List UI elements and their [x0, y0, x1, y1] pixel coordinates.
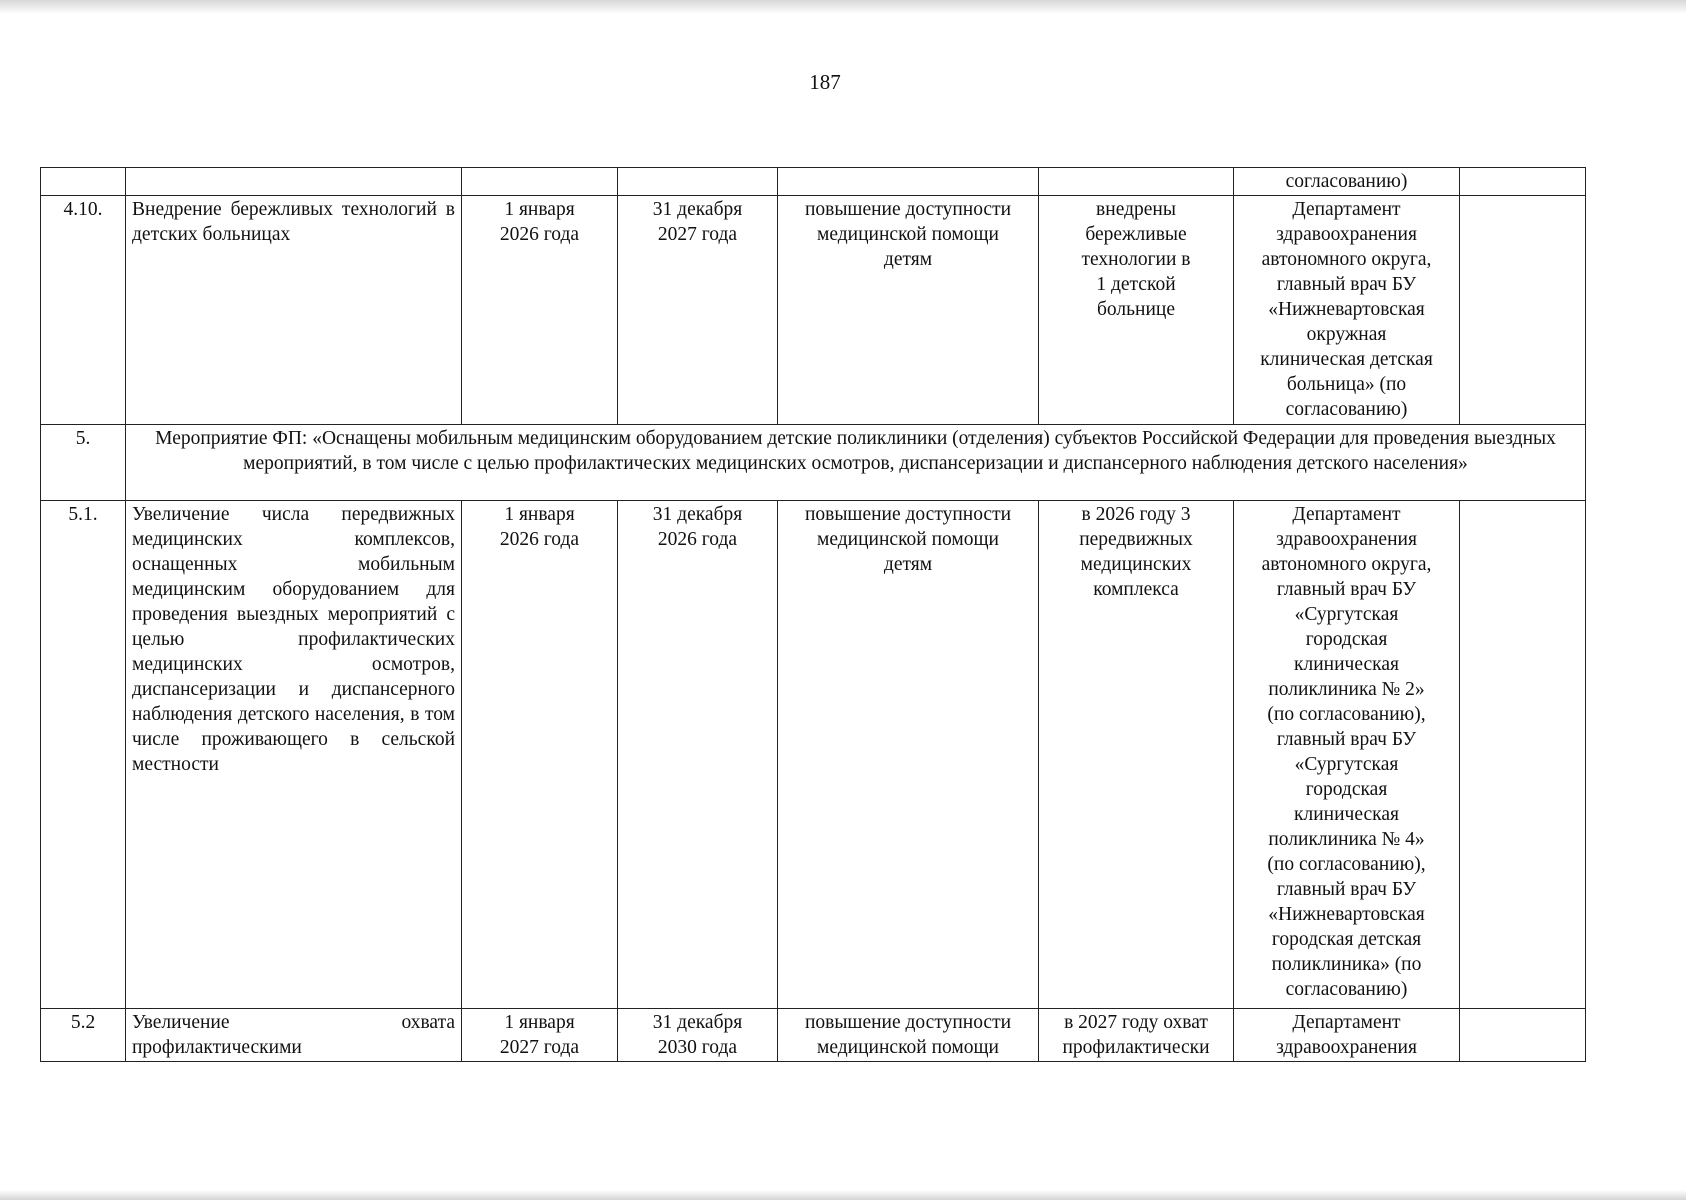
end-date-cell: 31 декабря 2027 года — [618, 196, 778, 425]
row-number-cell: 5.2 — [41, 1009, 126, 1062]
extra-cell — [1460, 168, 1586, 196]
indicator-cell: в 2026 году 3 передвижных медицинских комплекса — [1039, 501, 1234, 1009]
start-date-cell: 1 января 2027 года — [462, 1009, 618, 1062]
scan-edge-bottom — [0, 1190, 1686, 1200]
extra-cell — [1460, 196, 1586, 425]
responsible-cell: Департамент здравоохранения автономного округа, главный врач БУ «Нижневартовская окружная клиническая детская больница» (по согласованию) — [1234, 196, 1460, 425]
row-number-cell — [41, 168, 126, 196]
end-date-cell: 31 декабря 2030 года — [618, 1009, 778, 1062]
start-date-cell: 1 января 2026 года — [462, 196, 618, 425]
responsible-cell: Департамент здравоохранения автономного округа, главный врач БУ «Сургутская городская клиническая поликлиника № 2» (по согласованию), главный врач БУ «Сургутская городская клиническая поликлиника № 4» (по согласованию), главный врач БУ «Нижневартовская городская детская поликлиника» (по согласованию) — [1234, 501, 1460, 1009]
extra-cell — [1460, 1009, 1586, 1062]
result-cell: повышение доступности медицинской помощи детям — [778, 501, 1039, 1009]
end-date-cell — [618, 168, 778, 196]
activity-name-cell: Увеличение охвата профилактическими — [126, 1009, 462, 1062]
table-row — [41, 1009, 1586, 1062]
indicator-cell: в 2027 году охват профилактически — [1039, 1009, 1234, 1062]
start-date-cell — [462, 168, 618, 196]
start-date-cell: 1 января 2026 года — [462, 501, 618, 1009]
scan-edge-top — [0, 0, 1686, 14]
page-number: 187 — [809, 70, 841, 94]
end-date-cell: 31 декабря 2026 года — [618, 501, 778, 1009]
row-number-cell: 5. — [41, 425, 126, 501]
activity-name-cell — [126, 168, 462, 196]
table-row — [41, 196, 1586, 425]
indicator-cell — [1039, 168, 1234, 196]
event-heading-cell: Мероприятие ФП: «Оснащены мобильным медицинским оборудованием детские поликлиники (отделения) субъектов Российской Федерации для проведения выездных мероприятий, в том числе с целью профилактических медицинских осмотров, диспансеризации и диспансерного наблюдения детского населения» — [126, 425, 1586, 501]
extra-cell — [1460, 501, 1586, 1009]
table-row — [41, 168, 1586, 196]
indicator-cell: внедрены бережливые технологии в 1 детской больнице — [1039, 196, 1234, 425]
result-cell — [778, 168, 1039, 196]
plan-table — [40, 167, 1586, 1062]
row-number-cell: 5.1. — [41, 501, 126, 1009]
responsible-cell: согласованию) — [1234, 168, 1460, 196]
table-row — [41, 501, 1586, 1009]
responsible-cell: Департамент здравоохранения — [1234, 1009, 1460, 1062]
row-number-cell: 4.10. — [41, 196, 126, 425]
table-row-event — [41, 425, 1586, 501]
activity-name-cell: Внедрение бережливых технологий в детских больницах — [126, 196, 462, 425]
result-cell: повышение доступности медицинской помощи — [778, 1009, 1039, 1062]
activity-name-cell: Увеличение числа передвижных медицинских комплексов, оснащенных мобильным медицинским оборудованием для проведения выездных мероприятий с целью профилактических медицинских осмотров, диспансеризации и диспансерного наблюдения детского населения, в том числе проживающего в сельской местности — [126, 501, 462, 1009]
result-cell: повышение доступности медицинской помощи детям — [778, 196, 1039, 425]
